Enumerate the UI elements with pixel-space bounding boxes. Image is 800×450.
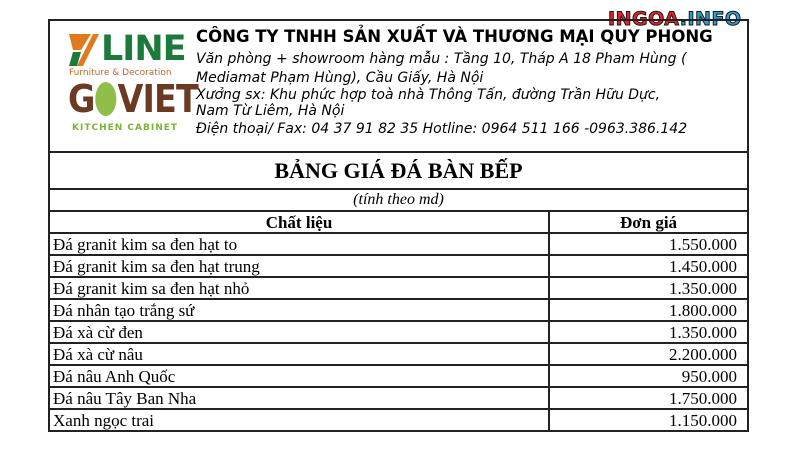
office-address-line1: Văn phòng + showroom hàng mẫu : Tầng 10, Tháp A 18 Pham Hùng ( xyxy=(196,51,687,67)
column-header-price: Đơn giá xyxy=(619,213,678,232)
xline-mark-icon xyxy=(69,34,99,66)
material-cell: Đá xà cừ đen xyxy=(50,322,550,342)
price-cell: 2.200.000 xyxy=(669,345,737,364)
table-row xyxy=(50,388,747,410)
watermark-part1: INGOA xyxy=(608,8,680,30)
watermark-part2: .INFO xyxy=(679,8,742,30)
xline-logo xyxy=(69,29,186,69)
price-cell: 1.800.000 xyxy=(669,301,737,320)
price-cell: 1.350.000 xyxy=(669,279,737,298)
table-row xyxy=(50,366,747,388)
price-cell: 1.350.000 xyxy=(669,323,737,342)
material-cell: Đá nâu Anh Quốc xyxy=(50,366,550,386)
table-row xyxy=(50,300,747,322)
material-cell: Đá xà cừ nâu xyxy=(50,344,550,364)
goviet-g: G xyxy=(68,77,95,121)
table-row xyxy=(50,410,747,432)
table-row xyxy=(50,234,747,256)
xline-tagline: Furniture & Decoration xyxy=(69,68,172,78)
table-header-row xyxy=(50,212,747,234)
table-row xyxy=(50,322,747,344)
vietnam-map-icon xyxy=(95,82,116,116)
price-cell: 1.450.000 xyxy=(669,257,737,276)
material-cell: Đá granit kim sa đen hạt nhỏ xyxy=(50,278,550,298)
price-cell: 1.750.000 xyxy=(669,389,737,408)
table-row xyxy=(50,256,747,278)
price-sheet xyxy=(48,19,749,432)
material-cell: Đá granit kim sa đen hạt trung xyxy=(50,256,550,276)
table-subtitle: (tính theo md) xyxy=(50,190,747,212)
factory-address-line1: Xưởng sx: Khu phức hợp toà nhà Thông Tấn, đường Trần Hữu Dực, xyxy=(196,87,661,103)
material-cell: Đá granit kim sa đen hạt to xyxy=(50,234,550,254)
goviet-rest: VIET xyxy=(117,77,198,121)
price-cell: 1.550.000 xyxy=(669,235,737,254)
goviet-logo xyxy=(68,79,198,119)
price-cell: 950.000 xyxy=(681,367,737,386)
office-address-line2: Mediamat Phạm Hùng), Cầu Giấy, Hà Nội xyxy=(196,70,484,86)
goviet-tagline: KITCHEN CABINET xyxy=(72,123,179,133)
company-header xyxy=(50,21,747,153)
price-table xyxy=(50,212,747,432)
company-name: CÔNG TY TNHH SẢN XUẤT VÀ THƯƠNG MẠI QUY PHONG xyxy=(196,27,713,46)
table-row xyxy=(50,278,747,300)
material-cell: Đá nâu Tây Ban Nha xyxy=(50,388,550,408)
column-header-material: Chất liệu xyxy=(50,212,550,232)
table-title: BẢNG GIÁ ĐÁ BÀN BẾP xyxy=(50,153,747,190)
xline-wordmark: LINE xyxy=(101,29,186,69)
material-cell: Đá nhân tạo trắng sứ xyxy=(50,300,550,320)
table-row xyxy=(50,344,747,366)
price-cell: 1.150.000 xyxy=(669,411,737,430)
contact-line: Điện thoại/ Fax: 04 37 91 82 35 Hotline: 0964 511 166 -0963.386.142 xyxy=(196,121,688,137)
factory-address-line2: Nam Từ Liêm, Hà Nội xyxy=(196,103,345,119)
material-cell: Xanh ngọc trai xyxy=(50,410,550,432)
